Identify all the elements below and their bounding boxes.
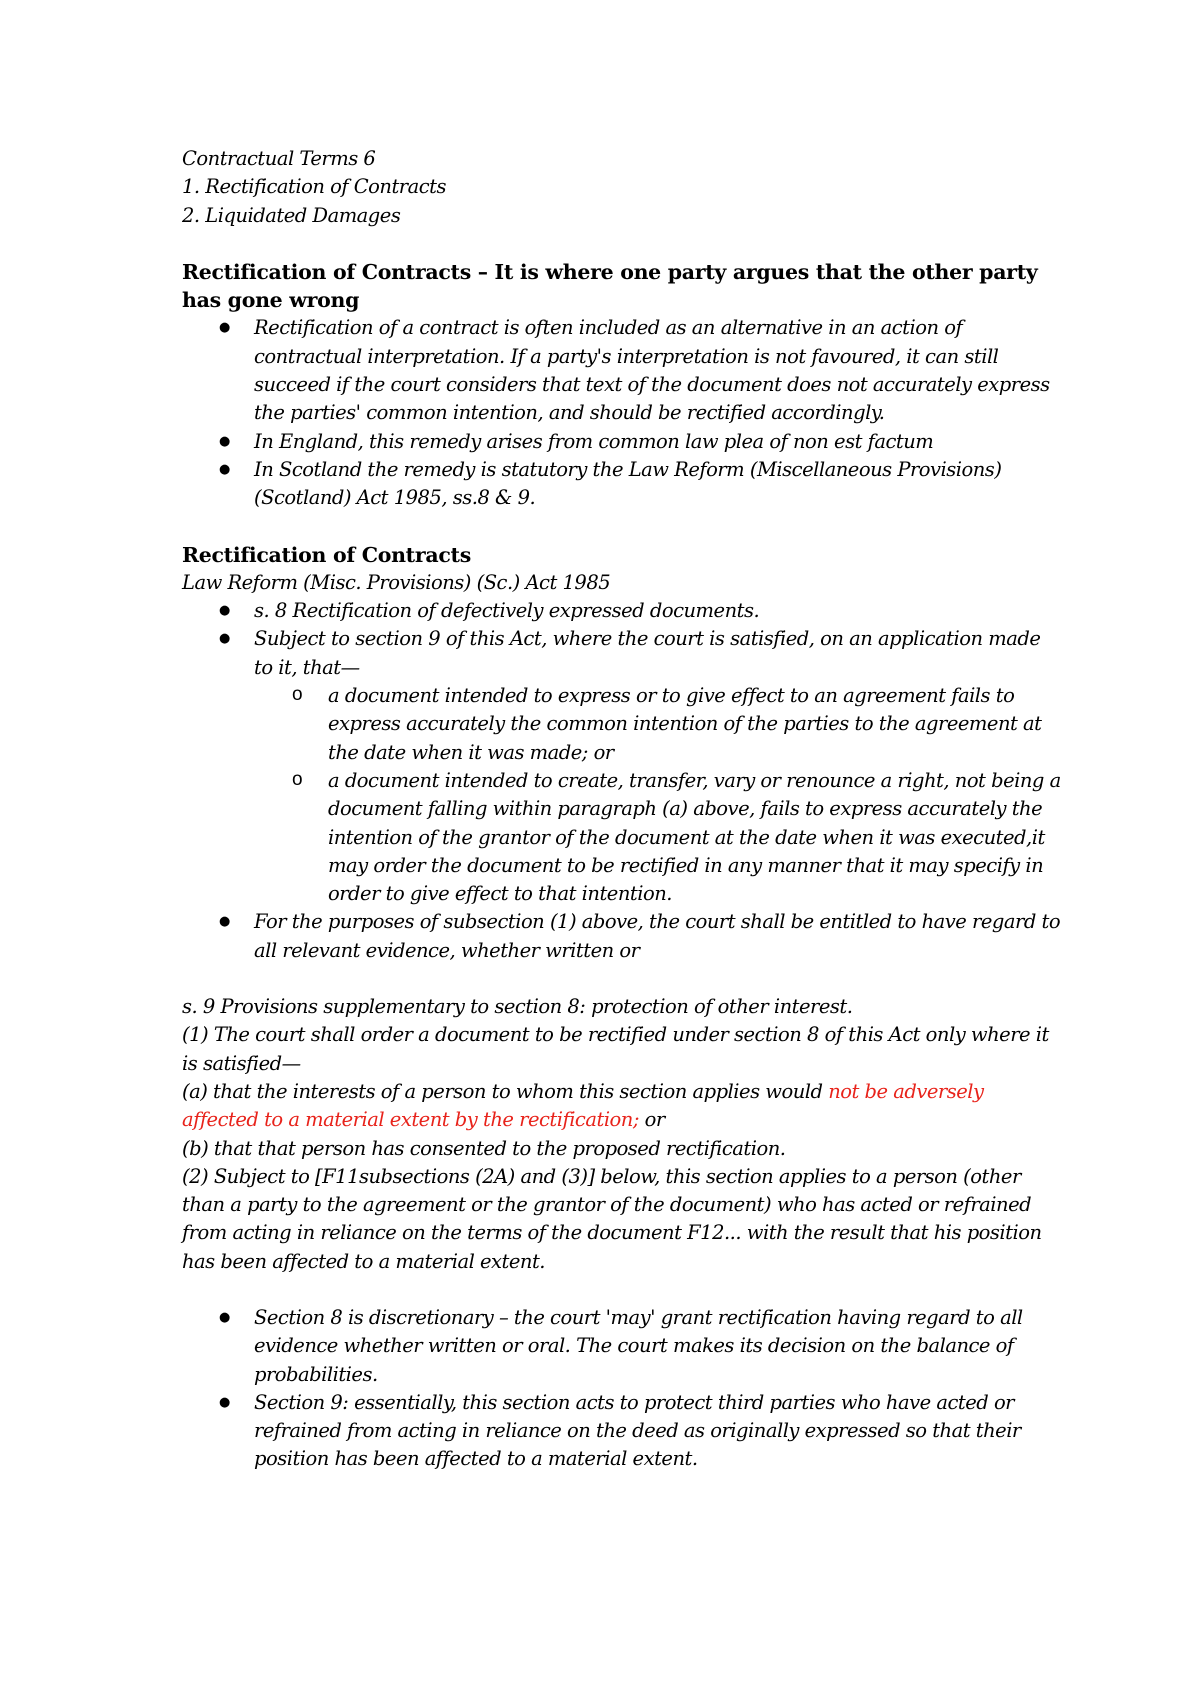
list-item: ● In England, this remedy arises from common law plea of non est factum bbox=[254, 428, 1062, 456]
spacer bbox=[182, 1276, 1062, 1304]
section1-bullet-list bbox=[182, 314, 1062, 512]
list-item: ● Rectification of a contract is often included as an alternative in an action of contractual interpretation. If a party's interpretation is not favoured, it can still succeed if the court considers that text of the document does not accurately express the parties' common intention, and should be rectified accordingly. bbox=[254, 314, 1062, 427]
spacer bbox=[182, 513, 1062, 541]
s9-paragraph-a bbox=[182, 1078, 1062, 1135]
intro-title: Contractual Terms 6 bbox=[182, 147, 376, 170]
list-item: ● Section 8 is discretionary – the court 'may' grant rectification having regard to all evidence whether written or oral. The court makes its decision on the balance of probabilities. bbox=[254, 1304, 1062, 1389]
act-title: Law Reform (Misc. Provisions) (Sc.) Act 1985 bbox=[182, 570, 611, 594]
intro-item-2: 2. Liquidated Damages bbox=[182, 203, 401, 227]
spacer bbox=[182, 230, 1062, 258]
spacer bbox=[182, 965, 1062, 993]
para-a-tail: or bbox=[638, 1108, 665, 1132]
list-item: ● s. 8 Rectification of defectively expressed documents. bbox=[254, 597, 1062, 625]
sub-bullet-list bbox=[254, 682, 1062, 908]
s9-paragraph-1: (1) The court shall order a document to be rectified under section 8 of this Act only where it is satisfied— bbox=[182, 1023, 1049, 1075]
list-item-text: Subject to section 9 of this Act, where the court is satisfied, on an application made to it, that— bbox=[254, 627, 1041, 679]
highlighted-text: not be adversely affected to a material extent by the rectification; bbox=[182, 1079, 984, 1132]
list-item: ● For the purposes of subsection (1) above, the court shall be entitled to have regard to all relevant evidence, whether written or bbox=[254, 908, 1062, 965]
sub-list-item: o a document intended to create, transfer, vary or renounce a right, not being a document falling within paragraph (a) above, fails to express accurately the intention of the grantor of the document at the date when it was executed,it may order the document to be rectified in any manner that it may specify in order to give effect to that intention. bbox=[328, 767, 1062, 908]
section1-heading: Rectification of Contracts – It is where one party argues that the other party has gone wrong bbox=[182, 259, 1038, 313]
document-content bbox=[182, 145, 1062, 1474]
s9-paragraph-b: (b) that that person has consented to the proposed rectification. bbox=[182, 1136, 786, 1160]
para-a-text: (a) that the interests of a person to whom this section applies would bbox=[182, 1079, 829, 1103]
list-item: ● Section 9: essentially, this section acts to protect third parties who have acted or refrained from acting in reliance on the deed as originally expressed so that their position has been affected to a material extent. bbox=[254, 1389, 1062, 1474]
sub-list-item: o a document intended to express or to give effect to an agreement fails to express accurately the common intention of the parties to the agreement at the date when it was made; or bbox=[328, 682, 1062, 767]
list-item: ● In Scotland the remedy is statutory the Law Reform (Miscellaneous Provisions) (Scotland) Act 1985, ss.8 & 9. bbox=[254, 456, 1062, 513]
s9-paragraph-2: (2) Subject to [F11subsections (2A) and (3)] below, this section applies to a person (other than a party to the agreement or the grantor of the document) who has acted or refrained from acting in reliance on the terms of the document F12... with the result that his position has been affected to a material extent. bbox=[182, 1164, 1042, 1273]
list-item bbox=[254, 625, 1062, 908]
section2-heading: Rectification of Contracts bbox=[182, 542, 471, 567]
section2-bullet-list bbox=[182, 597, 1062, 965]
intro-item-1: 1. Rectification of Contracts bbox=[182, 175, 447, 199]
section4-bullet-list bbox=[182, 1304, 1062, 1474]
s9-title: s. 9 Provisions supplementary to section 8: protection of other interest. bbox=[182, 995, 853, 1019]
